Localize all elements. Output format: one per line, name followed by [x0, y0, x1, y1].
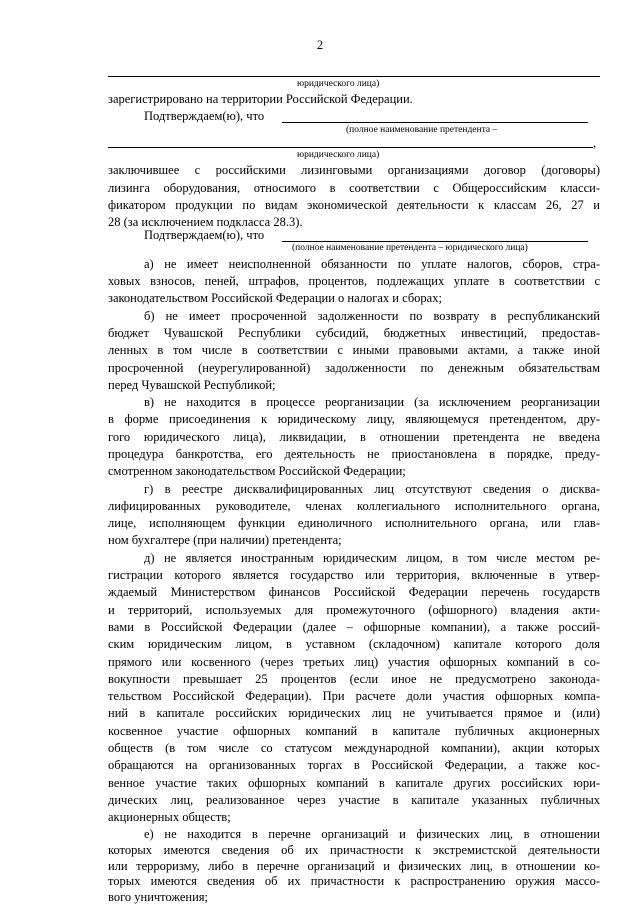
text-line: Подтверждаем(ю), что: [144, 228, 265, 242]
text-line: вокупности превышает 25 процентов (если иное не предусмотрено законода-: [108, 672, 600, 686]
text-line: зарегистрировано на территории Российской Федерации.: [108, 92, 413, 106]
fill-line: [282, 241, 588, 242]
text-line: акционерных обществ;: [108, 810, 231, 824]
fill-line: [108, 147, 593, 148]
field-caption: (полное наименование претендента – юридического лица): [292, 243, 528, 253]
text-line: гистрации которого является государство или территория, включенные в утвер-: [108, 568, 600, 582]
text-line: косвенное участие офшорных компаний в капитале публичных акционерных: [108, 724, 600, 738]
text-line: смотренном законодательством Российской Федерации;: [108, 464, 406, 478]
field-caption: юридического лица): [297, 79, 380, 89]
field-caption: (полное наименование претендента –: [346, 125, 498, 135]
text-line: в форме присоединения к юридическому лицу, являющемуся претендентом, дру-: [108, 412, 600, 426]
page-number: 2: [316, 38, 324, 52]
text-line: торых имеются сведения об их причастности к распространению оружия массо-: [108, 874, 600, 889]
text-line: 28 (за исключением подкласса 28.3).: [108, 215, 303, 229]
text-line: заключившее с российскими лизинговыми организациями договор (договоры): [108, 163, 600, 177]
text-line: ном бухгалтере (при наличии) претендента;: [108, 533, 342, 547]
text-line: в) не находится в процессе реорганизации (за исключением реорганизации: [144, 395, 600, 409]
text-line: перед Чувашской Республикой;: [108, 378, 276, 392]
text-line: которых имеются сведения об их причастности к экстремистской деятельности: [108, 842, 600, 857]
text-line: и территорий, используемых для промежуточного (офшорного) владения акти-: [108, 603, 600, 617]
text-line: процедура банкротства, его деятельность не приостановлена в порядке, преду-: [108, 447, 600, 461]
text-line: е) не находится в перечне организаций и физических лиц, в отношении: [144, 827, 600, 841]
text-line: лизинга оборудования, относимого в соответствии с Общероссийским класси-: [108, 181, 600, 195]
text-line: тельством Российской Федерации). При расчете доли участия офшорных компа-: [108, 689, 600, 703]
text-line: фикатором продукции по видам экономической деятельности к классам 26, 27 и: [108, 198, 600, 212]
text-line: ждаемый Министерством финансов Российской Федерации перечень государств: [108, 585, 600, 599]
text-line: б) не имеет просроченной задолженности по возврату в республиканский: [144, 309, 600, 323]
text-line: гого юридического лица), ликвидации, в отношении претендента не введена: [108, 430, 600, 444]
text-line: законодательством Российской Федерации о налогах и сборах;: [108, 291, 442, 305]
fill-line: [108, 76, 600, 77]
text-line: ским юридическим лицом, в уставном (складочном) капитале которого доля: [108, 637, 600, 651]
text-line: обращаются на организованных торгах в Российской Федерации, а также кос-: [108, 758, 600, 772]
text-line: лифицированных руководителе, членах коллегиального исполнительного органа,: [108, 499, 600, 513]
text-line: бюджет Чувашской Республики субсидий, бюджетных инвестиций, предостав-: [108, 326, 600, 340]
text-line: д) не является иностранным юридическим лицом, в том числе местом ре-: [144, 551, 600, 565]
text-line: дических лиц, реализованное через участие в капитале указанных публичных: [108, 793, 600, 807]
text-line: или терроризму, либо в перечне организаций и физических лиц, в отношении ко-: [108, 858, 600, 873]
text-line: просроченной (неурегулированной) задолженности по денежным обязательствам: [108, 361, 600, 375]
text-line: ний в капитале российских юридических лиц не учитывается прямое и (или): [108, 706, 600, 720]
text-line: а) не имеет неисполненной обязанности по уплате налогов, сборов, стра-: [144, 257, 600, 271]
comma-mark: ,: [593, 136, 597, 150]
field-caption: юридического лица): [297, 150, 380, 160]
text-line: ленных в том числе в соответствии с иными правовыми актами, а также иной: [108, 343, 600, 357]
text-line: обществ (в том числе со статусом международной компании), акции которых: [108, 741, 600, 755]
text-line: лице, исполняющем функции единоличного исполнительного органа, или глав-: [108, 516, 600, 530]
text-line: Подтверждаем(ю), что: [144, 109, 265, 123]
text-line: вами в Российской Федерации (далее – офшорные компании), а также россий-: [108, 620, 600, 634]
text-line: венное участие таких офшорных компаний в капитале других российских юри-: [108, 776, 600, 790]
fill-line: [282, 122, 588, 123]
text-line: г) в реестре дисквалифицированных лиц отсутствуют сведения о дисква-: [144, 482, 600, 496]
text-line: прямого или косвенного (через третьих лиц) участия офшорных компаний в со-: [108, 655, 600, 669]
text-line: вого уничтожения;: [108, 890, 209, 904]
text-line: ховых взносов, пеней, штрафов, процентов, подлежащих уплате в соответствии с: [108, 274, 600, 288]
